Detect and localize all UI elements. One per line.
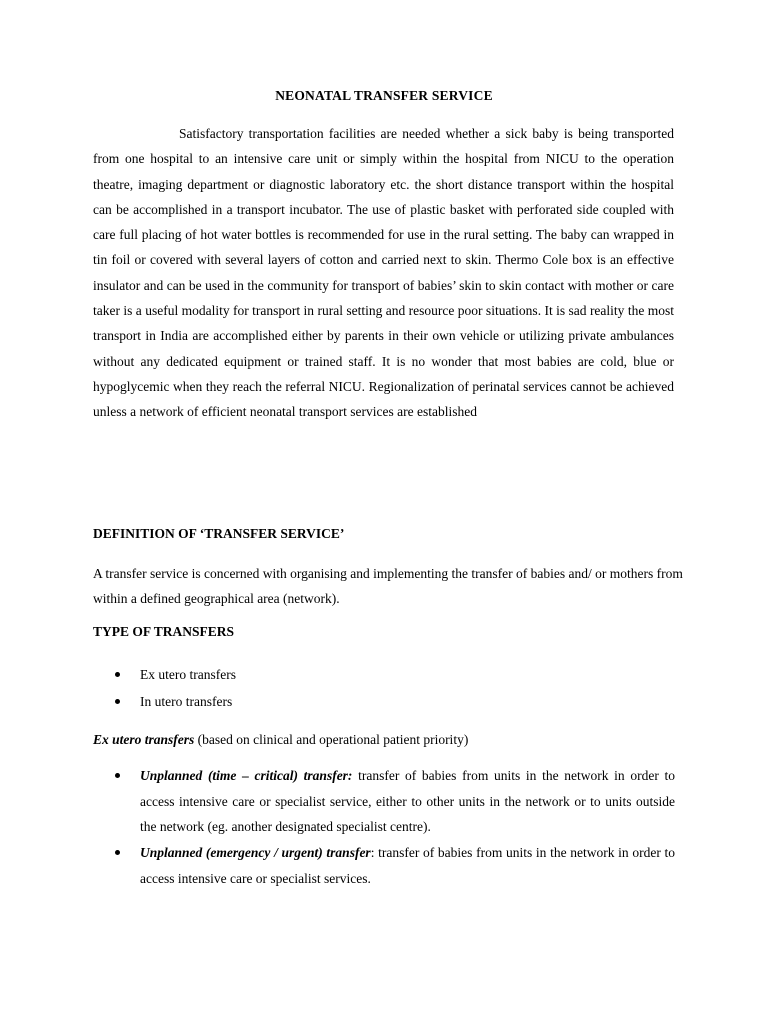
ex-utero-label: Ex utero transfers [93, 732, 195, 747]
list-item [93, 688, 236, 715]
list-item-lead: Unplanned (time – critical) transfer: [140, 768, 353, 783]
list-item-lead: Unplanned (emergency / urgent) transfer [140, 845, 371, 860]
types-heading: TYPE OF TRANSFERS [93, 624, 235, 639]
bullet-icon [115, 699, 120, 704]
ex-utero-note: (based on clinical and operational patient priority) [194, 732, 469, 747]
list-item [93, 763, 675, 840]
bullet-icon [115, 672, 120, 677]
definition-heading: DEFINITION OF ‘TRANSFER SERVICE’ [93, 526, 345, 541]
list-item-text: In utero transfers [140, 694, 233, 709]
list-item-text: Ex utero transfers [140, 667, 236, 682]
list-item-text: : transfer of babies from units in the network in order to access intensive care or specialist services. [140, 845, 675, 886]
list-item [93, 840, 675, 891]
bullet-icon [115, 773, 120, 778]
transfer-types-list [93, 661, 236, 715]
ex-utero-list-2 [93, 840, 675, 891]
definition-paragraph: A transfer service is concerned with organising and implementing the transfer of babies and/ or mothers from within a defined geographical area (network). [93, 566, 683, 607]
list-item [93, 661, 236, 688]
bullet-icon [115, 850, 120, 855]
list-item-text: transfer of babies from units in the network in order to access intensive care or specialist service, either to other units in the network or to units outside the network (eg. another designated specialist centre). [140, 768, 675, 834]
ex-utero-list [93, 763, 675, 840]
ex-utero-intro [93, 727, 468, 752]
page-title: NEONATAL TRANSFER SERVICE [275, 88, 493, 103]
intro-paragraph: Satisfactory transportation facilities are needed whether a sick baby is being transported from one hospital to an intensive care unit or simply within the hospital from NICU to the operation theatre, imaging department or diagnostic laboratory etc. the short distance transport within the hospital can be accomplished in a transport incubator. The use of plastic basket with perforated side coupled with care full placing of hot water bottles is recommended for use in the rural setting. The baby can wrapped in tin foil or covered with several layers of cotton and carried next to skin. Thermo Cole box is an effective insulator and can be used in the community for transport of babies’ skin to skin contact with mother or care taker is a useful modality for transport in rural setting and resource poor situations. It is sad reality the most transport in India are accomplished either by parents in their own vehicle or utilizing private ambulances without any dedicated equipment or trained staff. It is no wonder that most babies are cold, blue or hypoglycemic when they reach the referral NICU. Regionalization of perinatal services cannot be achieved unless a network of efficient neonatal transport services are established [93, 126, 674, 420]
